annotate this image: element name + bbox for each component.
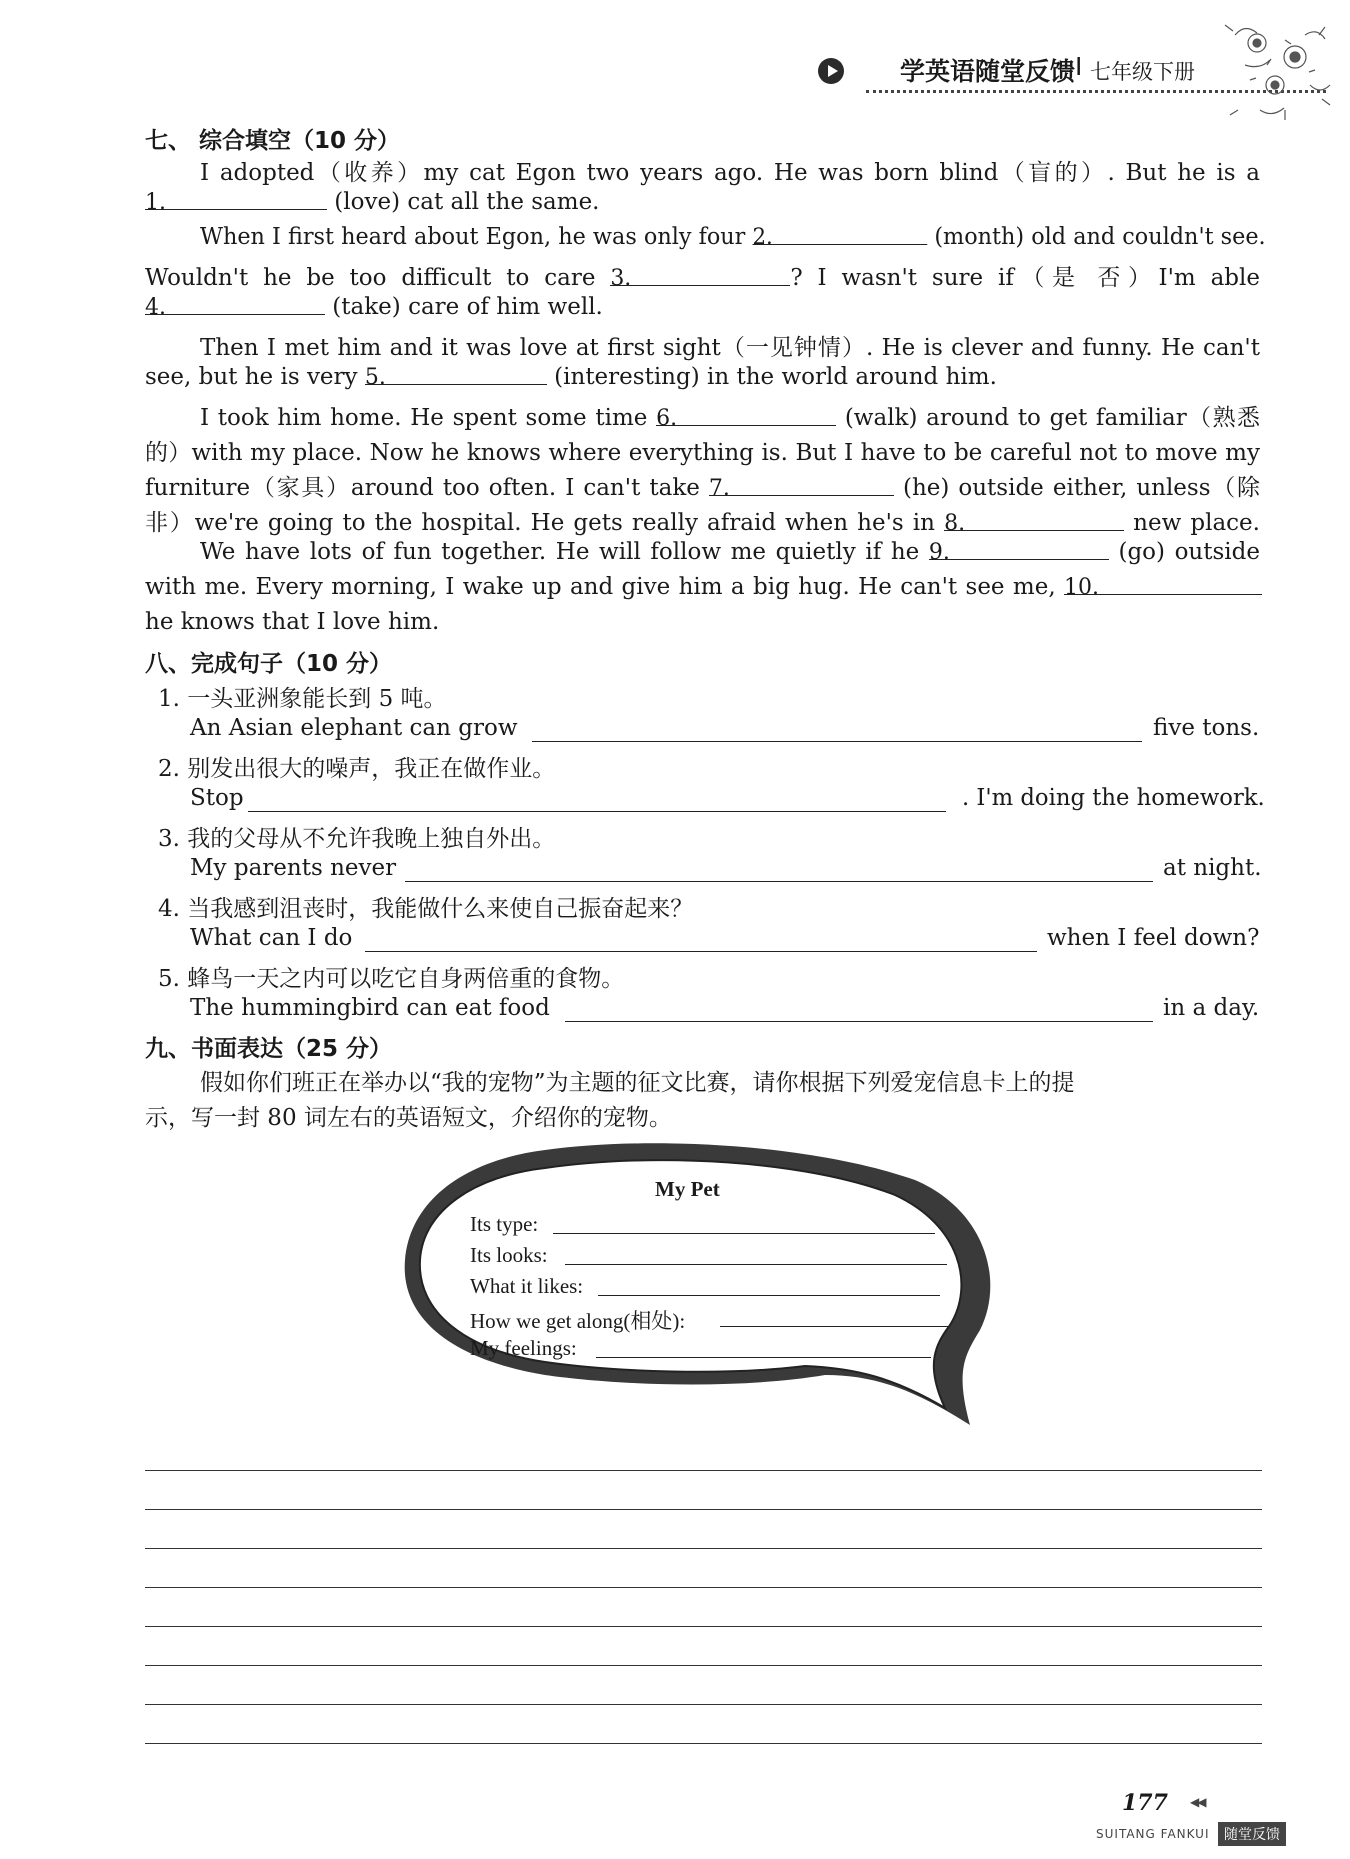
cloze-line — [145, 434, 1260, 467]
sentence-prefix: What can I do — [190, 925, 353, 951]
card-field-label: Its type: — [470, 1212, 539, 1236]
sentence-prefix: Stop — [190, 785, 244, 811]
blank-number: 4. — [145, 295, 166, 320]
blank-number: 6. — [656, 406, 678, 431]
sentence-prefix: An Asian elephant can grow — [190, 715, 518, 741]
sentence-answer-line[interactable] — [248, 811, 946, 812]
cloze-blank[interactable] — [656, 405, 836, 431]
writing-line[interactable] — [145, 1509, 1262, 1510]
blank-number: 7. — [708, 476, 730, 501]
sentence-chinese: 1. 一头亚洲象能长到 5 吨。 — [158, 686, 447, 712]
sentence-suffix: when I feel down? — [1047, 925, 1260, 951]
writing-line[interactable] — [145, 1665, 1262, 1666]
writing-line[interactable] — [145, 1548, 1262, 1549]
cloze-blank[interactable] — [928, 539, 1109, 565]
cloze-line — [200, 329, 1260, 362]
cloze-text: see, but he is very — [145, 364, 365, 390]
card-field-label: How we get along(相处): — [470, 1309, 686, 1333]
card-field-line[interactable] — [565, 1264, 947, 1265]
sentence-chinese: 2. 别发出很大的噪声，我正在做作业。 — [158, 756, 556, 782]
writing-line[interactable] — [145, 1470, 1262, 1471]
blank-number: 10. — [1064, 575, 1099, 600]
card-field-line[interactable] — [553, 1233, 935, 1234]
section-9-title: 九、书面表达（25 分） — [145, 1036, 393, 1062]
cloze-text: he knows that I love him. — [145, 609, 440, 635]
page-number: 177 — [1122, 1790, 1168, 1816]
sentence-chinese: 5. 蜂鸟一天之内可以吃它自身两倍重的食物。 — [158, 966, 625, 992]
writing-line[interactable] — [145, 1704, 1262, 1705]
blank-number: 9. — [928, 540, 950, 565]
blank-number: 2. — [752, 225, 773, 250]
writing-prompt-line-2: 示，写一封 80 词左右的英语短文，介绍你的宠物。 — [145, 1105, 672, 1131]
writing-line[interactable] — [145, 1743, 1262, 1744]
page-arrows-icon: ◀◀ — [1190, 1795, 1205, 1809]
cloze-text: (month) old and couldn't see. — [927, 224, 1266, 250]
cloze-text: (take) care of him well. — [325, 294, 603, 320]
blank-number: 5. — [364, 365, 386, 390]
sentence-chinese: 4. 当我感到沮丧时，我能做什么来使自己振奋起来？ — [158, 896, 694, 922]
cloze-text: I adopted（收养）my cat Egon two years ago. He was born blind（盲的）. But he is a — [200, 160, 1260, 186]
sentence-prefix: My parents never — [190, 855, 397, 881]
cloze-blank[interactable] — [364, 364, 547, 390]
cloze-line — [145, 364, 997, 390]
blank-number: 8. — [944, 511, 966, 536]
cloze-line — [145, 259, 1260, 292]
sentence-chinese: 3. 我的父母从不允许我晚上独自外出。 — [158, 826, 556, 852]
sentence-suffix: in a day. — [1163, 995, 1260, 1021]
card-field-line[interactable] — [598, 1295, 940, 1296]
cloze-line — [145, 294, 603, 320]
cloze-line — [145, 189, 600, 215]
cloze-blank[interactable] — [1064, 574, 1262, 600]
section-8-title: 八、完成句子（10 分） — [145, 651, 393, 677]
card-field-line[interactable] — [596, 1357, 931, 1358]
cloze-text: I took him home. He spent some time — [200, 405, 657, 431]
cloze-line — [200, 399, 1260, 432]
cloze-line — [200, 154, 1260, 187]
cloze-blank[interactable] — [610, 265, 790, 291]
blank-number: 3. — [610, 266, 632, 291]
writing-line[interactable] — [145, 1587, 1262, 1588]
sentence-answer-line[interactable] — [365, 951, 1037, 952]
cloze-text: with me. Every morning, I wake up and give him a big hug. He can't see me, — [145, 574, 1064, 600]
cloze-text: 非）we're going to the hospital. He gets really afraid when he's in — [145, 510, 945, 536]
cloze-text: Wouldn't he be too difficult to care — [145, 265, 611, 291]
cloze-text: furniture（家具）around too often. I can't take — [145, 475, 709, 501]
sentence-answer-line[interactable] — [532, 741, 1142, 742]
cloze-text: (love) cat all the same. — [327, 189, 600, 215]
cloze-text: ? I wasn't sure if（是 否）I'm able — [790, 265, 1260, 291]
cloze-line — [145, 609, 439, 635]
book-subtitle: 七年级下册 — [1090, 60, 1195, 84]
card-field-label: What it likes: — [470, 1274, 584, 1298]
sentence-answer-line[interactable] — [565, 1021, 1153, 1022]
book-title: 学英语随堂反馈 — [900, 57, 1076, 86]
sentence-prefix: The hummingbird can eat food — [190, 995, 550, 1021]
writing-prompt-line-1: 假如你们班正在举办以“我的宠物”为主题的征文比赛，请你根据下列爱宠信息卡上的提 — [200, 1070, 1075, 1096]
cloze-text: (he) outside either, unless（除 — [893, 475, 1260, 501]
flower-decoration-icon — [1215, 15, 1340, 130]
cloze-blank[interactable] — [944, 510, 1124, 536]
cloze-blank[interactable] — [708, 475, 894, 501]
cloze-text: (walk) around to get familiar（熟悉 — [836, 405, 1260, 431]
cloze-text: 的）with my place. Now he knows where everything is. But I have to be careful not to move my — [145, 440, 1260, 466]
cloze-line — [145, 574, 1262, 600]
sentence-answer-line[interactable] — [405, 881, 1153, 882]
play-icon — [818, 58, 844, 84]
cloze-line — [145, 504, 1260, 537]
card-field-label: Its looks: — [470, 1243, 548, 1267]
card-field-label: My feelings: — [470, 1336, 577, 1360]
cloze-blank[interactable] — [752, 224, 927, 250]
cloze-text: (go) outside — [1108, 539, 1260, 565]
sentence-suffix: at night. — [1163, 855, 1262, 881]
cloze-line — [145, 469, 1260, 502]
cloze-blank[interactable] — [145, 189, 327, 215]
sentence-suffix: . I'm doing the homework. — [962, 785, 1265, 811]
writing-line[interactable] — [145, 1626, 1262, 1627]
footer-badge: 随堂反馈 — [1218, 1822, 1286, 1846]
cloze-line — [200, 224, 1266, 250]
sentence-suffix: five tons. — [1153, 715, 1260, 741]
cloze-text: new place. — [1124, 510, 1260, 536]
card-field-line[interactable] — [720, 1326, 948, 1327]
cloze-text: Then I met him and it was love at first sight（一见钟情）. He is clever and funny. He can't — [200, 335, 1260, 361]
cloze-line — [200, 539, 1260, 565]
cloze-text: (interesting) in the world around him. — [546, 364, 997, 390]
footer-brand: SUITANG FANKUI — [1096, 1827, 1210, 1841]
cloze-text: We have lots of fun together. He will follow me quietly if he — [200, 539, 929, 565]
header-separator: I — [1075, 52, 1083, 81]
card-title: My Pet — [655, 1177, 720, 1201]
cloze-text: When I first heard about Egon, he was only four — [200, 224, 753, 250]
cloze-blank[interactable] — [145, 294, 325, 320]
blank-number: 1. — [145, 190, 166, 215]
section-7-title: 七、 综合填空（10 分） — [145, 128, 401, 154]
